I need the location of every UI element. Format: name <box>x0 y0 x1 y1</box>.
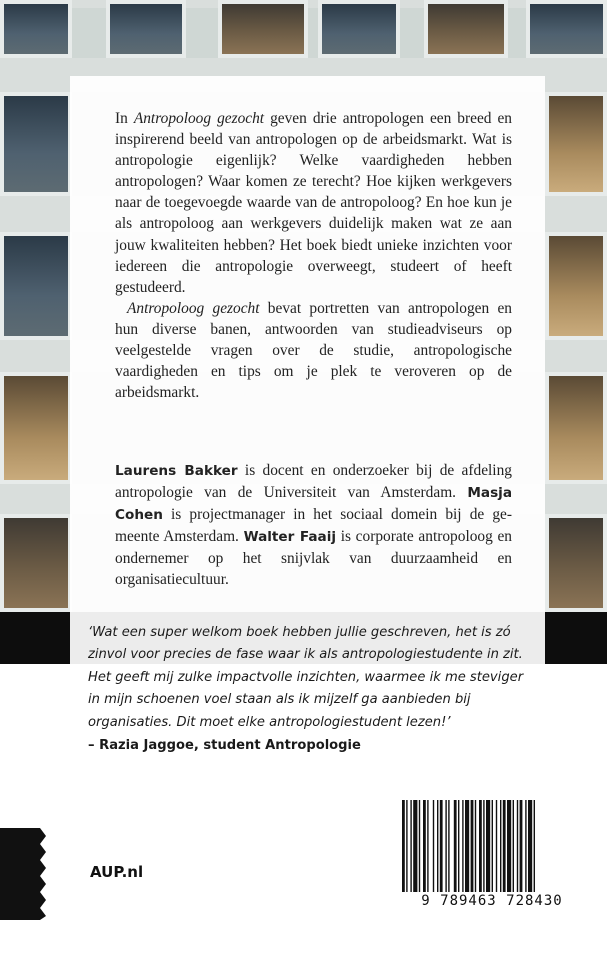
text-run: bevat portretten van antropologen en hun diverse banen, antwoorden van studieadviseurs op veelgestelde vragen over de studie, antropologische vaardigheden en tips om je plek te veroveren op de arbeidsmarkt. <box>115 299 512 402</box>
book-title: Antropoloog gezocht <box>127 299 260 317</box>
barcode-bar <box>462 800 463 892</box>
barcode-bar <box>503 800 506 892</box>
author-bio: is projectmanager in het sociaal domein bij de gemeente Amsterdam. <box>115 506 512 546</box>
barcode-bar <box>454 800 457 892</box>
barcode-bar <box>520 800 523 892</box>
book-description <box>115 108 512 403</box>
barcode-bar <box>528 800 532 892</box>
barcode-bar <box>423 800 426 892</box>
barcode-bar <box>448 800 449 892</box>
author-bios <box>115 460 512 591</box>
barcode-bar <box>413 800 417 892</box>
barcode-bar <box>534 800 535 892</box>
description-paragraph-1 <box>115 108 512 298</box>
barcode-bar <box>471 800 474 892</box>
barcode-bar <box>475 800 476 892</box>
barcode-bar <box>465 800 469 892</box>
barcode-bar <box>525 800 526 892</box>
author-name: Masja Cohen <box>115 485 512 524</box>
barcode-bar <box>440 800 443 892</box>
barcode-bar <box>445 800 446 892</box>
isbn-number: 9 789463 728430 <box>421 893 563 909</box>
barcode-bar <box>406 800 407 892</box>
author-name: Laurens Bakker <box>115 463 238 479</box>
barcode-bar <box>433 800 434 892</box>
barcode-bar <box>513 800 514 892</box>
publisher-url[interactable]: AUP.nl <box>90 863 144 881</box>
barcode-bar <box>486 800 490 892</box>
barcode-bar <box>479 800 482 892</box>
barcode-bar <box>402 800 405 892</box>
barcode-bar <box>483 800 484 892</box>
author-name: Walter Faaij <box>243 529 337 546</box>
quote-author: – Razia Jaggoe, student Antropologie <box>88 738 361 753</box>
barcode-bar <box>507 800 511 892</box>
barcode-bar <box>458 800 459 892</box>
barcode-bar <box>437 800 438 892</box>
barcode-bar <box>419 800 420 892</box>
author-bio: is docent en onderzoeker bij de afdeling antropologie van de Universiteit van Amsterdam. <box>115 462 512 502</box>
barcode-bar <box>410 800 411 892</box>
barcode-bar <box>492 800 493 892</box>
barcode-bar <box>500 800 501 892</box>
review-quote: ‘Wat een super welkom boek hebben jullie geschreven, het is zó zinvol voor precies de fase waar ik als antropologiestudente in zit. Het geeft mij zulke impactvolle inzichten, waarmee ik me steviger in mijn schoenen voel staan als ik mijzelf ga aanbieden bij organisaties. Dit moet elke antropologiestudent lezen!’ <box>88 625 524 730</box>
description-paragraph-2 <box>115 298 512 403</box>
barcode-bar <box>427 800 428 892</box>
barcode-bar <box>496 800 497 892</box>
text-run: In <box>115 110 134 127</box>
publisher-logo-icon <box>0 828 56 920</box>
barcode-bar <box>517 800 518 892</box>
author-bio: is corporate antropoloog en ondernemer op het snijvlak van duurzaamheid en organisatiecultuur. <box>115 528 513 589</box>
text-run: geven drie antropologen een breed en inspirerend beeld van antropologen op de arbeidsmarkt. Wat is antropologie eigenlijk? Welke vaardigheden hebben antropologen? Waar komen ze terecht? Hoe kijken werkgevers naar de toegevoegde waarde van de antropoloog? En hoe kun je als antropoloog aan werkgevers duidelijk maken wat ze aan jouw kwaliteiten hebben? Het boek biedt unieke inzichten voor iedereen die antropologie overweegt, studeert of heeft gestudeerd. <box>115 110 512 296</box>
book-title: Antropoloog gezocht <box>133 110 265 127</box>
